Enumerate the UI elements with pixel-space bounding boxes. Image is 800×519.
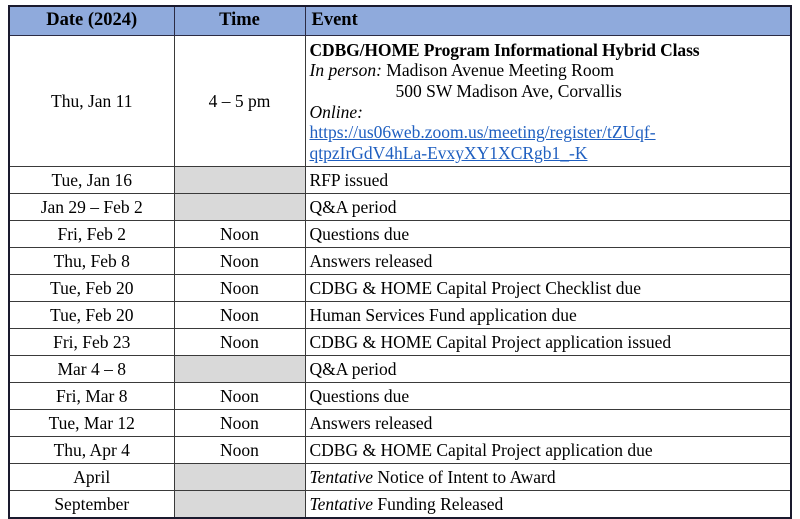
link-segment-2: qtpzIrGdV4hLa-EvxyXY1XCRgb1_-K xyxy=(309,142,588,163)
cell-event: CDBG & HOME Capital Project application due xyxy=(305,436,791,463)
cell-time: Noon xyxy=(174,436,305,463)
cell-event xyxy=(305,463,791,490)
event-inperson-line xyxy=(310,60,787,81)
cell-time xyxy=(174,193,305,220)
cell-time xyxy=(174,463,305,490)
cell-event: Q&A period xyxy=(305,355,791,382)
program-schedule-table xyxy=(8,5,792,519)
event-inperson-address: 500 SW Madison Ave, Corvallis xyxy=(395,81,622,102)
cell-time: Noon xyxy=(174,382,305,409)
event-text: Notice of Intent to Award xyxy=(373,466,556,487)
cell-event: Human Services Fund application due xyxy=(305,301,791,328)
cell-date: Thu, Apr 4 xyxy=(9,436,174,463)
cell-event xyxy=(305,490,791,518)
online-label: Online: xyxy=(309,101,363,122)
cell-date: Tue, Jan 16 xyxy=(9,166,174,193)
event-text: Funding Released xyxy=(373,493,504,514)
cell-event: CDBG & HOME Capital Project application issued xyxy=(305,328,791,355)
table-row xyxy=(9,301,791,328)
cell-time xyxy=(174,166,305,193)
table-row xyxy=(9,193,791,220)
table-row xyxy=(9,247,791,274)
cell-time: 4 – 5 pm xyxy=(174,35,305,166)
table-header xyxy=(9,6,791,35)
cell-time: Noon xyxy=(174,409,305,436)
table-row xyxy=(9,463,791,490)
cell-date: Fri, Mar 8 xyxy=(9,382,174,409)
cell-event: Questions due xyxy=(305,220,791,247)
cell-time: Noon xyxy=(174,274,305,301)
column-header-time: Time xyxy=(174,6,305,35)
table-row xyxy=(9,355,791,382)
link-segment-1: https://us06web.zoom.us/meeting/register/tZUqf- xyxy=(309,122,656,143)
cell-date: September xyxy=(9,490,174,518)
cell-time xyxy=(174,490,305,518)
column-header-event: Event xyxy=(305,6,791,35)
cell-date: Mar 4 – 8 xyxy=(9,355,174,382)
event-online-line xyxy=(310,102,787,123)
cell-event: Answers released xyxy=(305,247,791,274)
table-row xyxy=(9,220,791,247)
zoom-registration-link[interactable] xyxy=(310,122,787,163)
inperson-label: In person: xyxy=(309,60,382,81)
table-row xyxy=(9,409,791,436)
cell-date: Fri, Feb 2 xyxy=(9,220,174,247)
cell-date: April xyxy=(9,463,174,490)
table-row xyxy=(9,166,791,193)
cell-date: Fri, Feb 23 xyxy=(9,328,174,355)
cell-event: Q&A period xyxy=(305,193,791,220)
cell-time: Noon xyxy=(174,328,305,355)
cell-date: Tue, Feb 20 xyxy=(9,301,174,328)
table-row xyxy=(9,436,791,463)
cell-time: Noon xyxy=(174,247,305,274)
table-body xyxy=(9,35,791,518)
cell-event: RFP issued xyxy=(305,166,791,193)
table-row xyxy=(9,274,791,301)
cell-event: Answers released xyxy=(305,409,791,436)
cell-date: Tue, Feb 20 xyxy=(9,274,174,301)
cell-date: Jan 29 – Feb 2 xyxy=(9,193,174,220)
table-row xyxy=(9,382,791,409)
inperson-venue: Madison Avenue Meeting Room xyxy=(386,60,614,81)
table-row xyxy=(9,328,791,355)
event-title: CDBG/HOME Program Informational Hybrid Class xyxy=(309,39,700,60)
column-header-date: Date (2024) xyxy=(9,6,174,35)
header-row xyxy=(9,6,791,35)
cell-time: Noon xyxy=(174,301,305,328)
tentative-marker: Tentative xyxy=(309,466,374,487)
cell-event: Questions due xyxy=(305,382,791,409)
cell-time xyxy=(174,355,305,382)
tentative-marker: Tentative xyxy=(309,493,374,514)
cell-date: Tue, Mar 12 xyxy=(9,409,174,436)
cell-event xyxy=(305,35,791,166)
cell-date: Thu, Feb 8 xyxy=(9,247,174,274)
table-row xyxy=(9,35,791,166)
cell-time: Noon xyxy=(174,220,305,247)
table-row xyxy=(9,490,791,518)
cell-date: Thu, Jan 11 xyxy=(9,35,174,166)
cell-event: CDBG & HOME Capital Project Checklist due xyxy=(305,274,791,301)
